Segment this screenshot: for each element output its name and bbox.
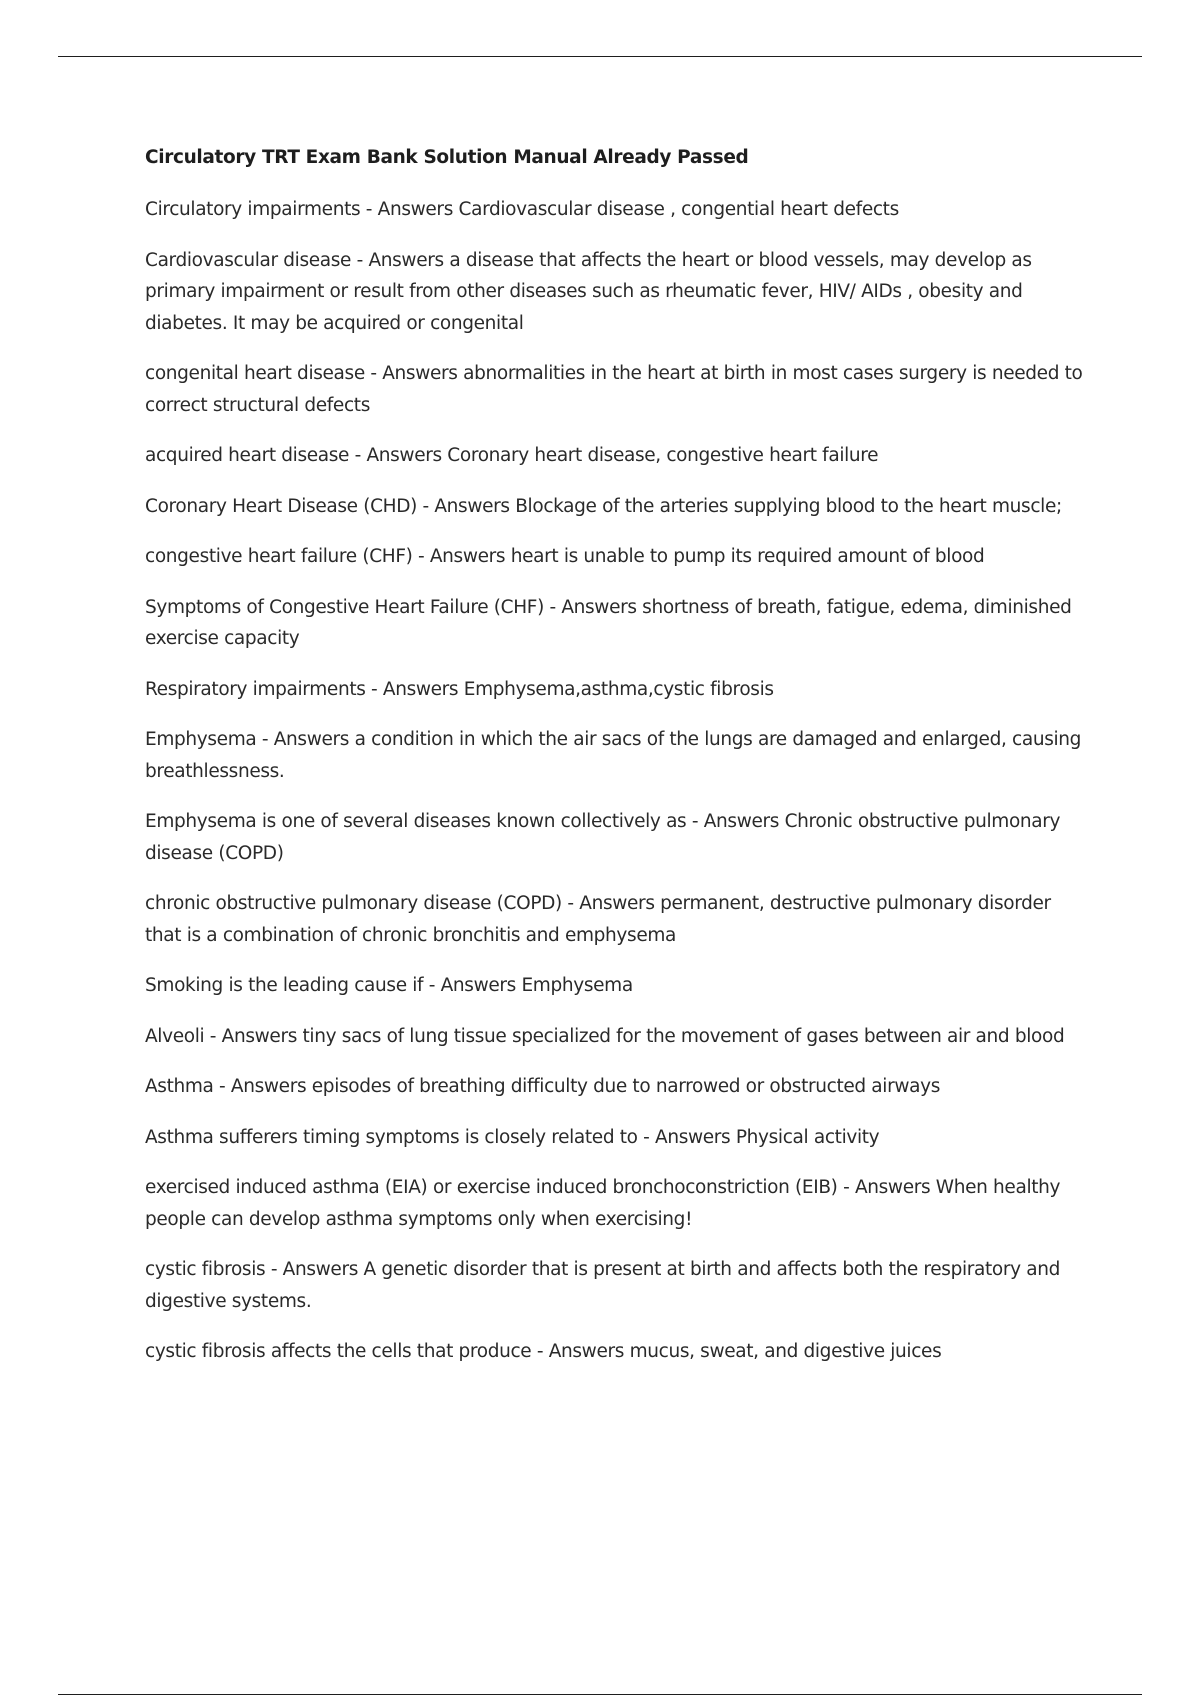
qa-entry: chronic obstructive pulmonary disease (COPD) - Answers permanent, destructive pulmonary disorder that is a combination of chronic bronchitis and emphysema: [145, 893, 1051, 946]
qa-entry: Asthma - Answers episodes of breathing difficulty due to narrowed or obstructed airways: [145, 1076, 940, 1097]
qa-entry: Emphysema is one of several diseases known collectively as - Answers Chronic obstructive pulmonary disease (COPD): [145, 811, 1061, 864]
qa-entry: Emphysema - Answers a condition in which the air sacs of the lungs are damaged and enlarged, causing breathlessness.: [145, 729, 1082, 782]
qa-entry: cystic fibrosis - Answers A genetic disorder that is present at birth and affects both the respiratory and digestive systems.: [145, 1259, 1061, 1312]
qa-entry: congenital heart disease - Answers abnormalities in the heart at birth in most cases surgery is needed to correct structural defects: [145, 363, 1083, 416]
qa-entry: Respiratory impairments - Answers Emphysema,asthma,cystic fibrosis: [145, 678, 774, 700]
qa-entry: exercised induced asthma (EIA) or exercise induced bronchoconstriction (EIB) - Answers When healthy people can develop asthma symptoms only when exercising!: [145, 1177, 1061, 1230]
document-body: [145, 144, 1090, 1387]
qa-entry: acquired heart disease - Answers Coronary heart disease, congestive heart failure: [145, 445, 879, 466]
qa-entry: Alveoli - Answers tiny sacs of lung tissue specialized for the movement of gases between air and blood: [145, 1025, 1065, 1047]
qa-entry: Circulatory impairments - Answers Cardiovascular disease , congential heart defects: [145, 199, 899, 220]
qa-entry: Smoking is the leading cause if - Answers Emphysema: [145, 975, 633, 996]
document-title: Circulatory TRT Exam Bank Solution Manual Already Passed: [145, 147, 749, 168]
qa-entry: Asthma sufferers timing symptoms is closely related to - Answers Physical activity: [145, 1126, 880, 1148]
qa-entry: Cardiovascular disease - Answers a disease that affects the heart or blood vessels, may develop as primary impairment or result from other diseases such as rheumatic fever, HIV/ AIDs , obesity and diabetes. It may be acquired or congenital: [145, 249, 1032, 334]
header-rule: [58, 56, 1142, 57]
qa-entry: Symptoms of Congestive Heart Failure (CHF) - Answers shortness of breath, fatigue, edema, diminished exercise capacity: [145, 596, 1072, 649]
footer-rule: [58, 1694, 1142, 1695]
qa-entry: Coronary Heart Disease (CHD) - Answers Blockage of the arteries supplying blood to the heart muscle;: [145, 495, 1062, 517]
qa-entry: cystic fibrosis affects the cells that produce - Answers mucus, sweat, and digestive juices: [145, 1341, 942, 1362]
qa-entry: congestive heart failure (CHF) - Answers heart is unable to pump its required amount of blood: [145, 546, 985, 567]
